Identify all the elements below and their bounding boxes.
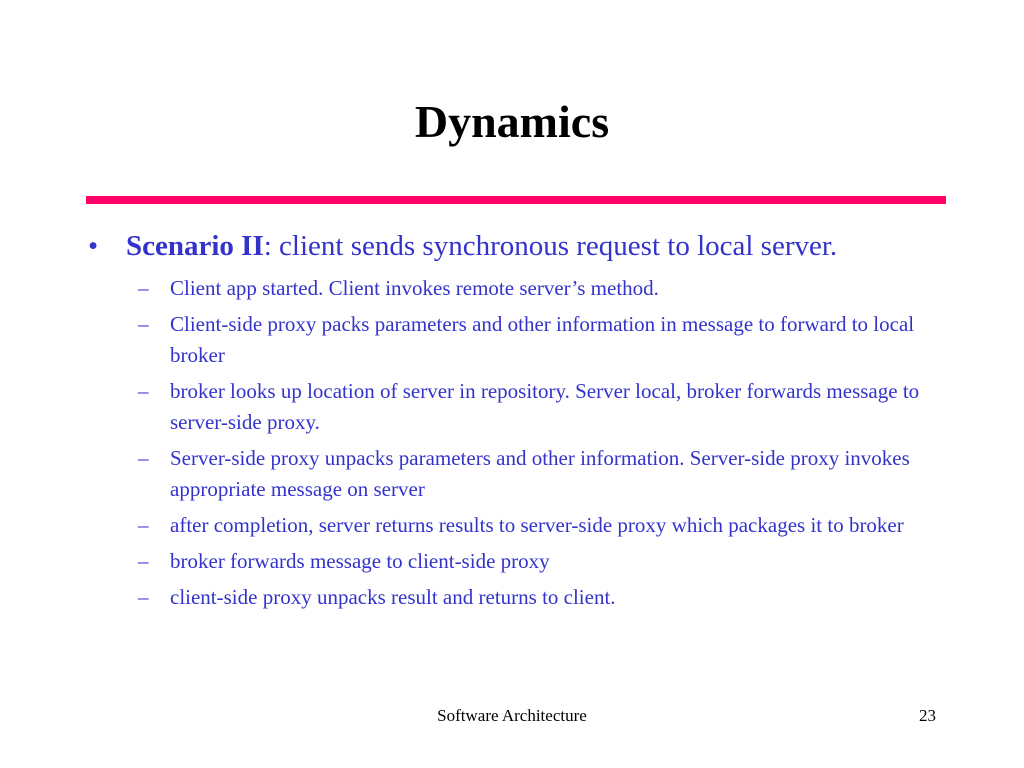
- sub-bullet-text: after completion, server returns results to server-side proxy which packages it to broker: [170, 513, 904, 537]
- sub-bullet-text: Client app started. Client invokes remote server’s method.: [170, 276, 659, 300]
- bullet-text: : client sends synchronous request to local server.: [263, 230, 838, 262]
- dash-icon: –: [138, 379, 149, 403]
- slide-content: [86, 226, 946, 618]
- page-number: 23: [919, 706, 936, 725]
- title-divider: [86, 196, 946, 204]
- sub-bullet-list: [86, 273, 946, 613]
- main-bullet: [86, 226, 946, 267]
- sub-bullet-item: [86, 443, 946, 505]
- sub-bullet-item: [86, 582, 946, 613]
- sub-bullet-text: client-side proxy unpacks result and returns to client.: [170, 585, 616, 609]
- slide-title: Dynamics: [414, 96, 610, 147]
- dash-icon: –: [138, 513, 149, 537]
- dash-icon: –: [138, 276, 149, 300]
- sub-bullet-text: Client-side proxy packs parameters and other information in message to forward to local broker: [170, 312, 915, 367]
- dash-icon: –: [138, 585, 149, 609]
- bullet-icon: •: [88, 230, 99, 262]
- sub-bullet-item: [86, 510, 946, 541]
- sub-bullet-item: [86, 309, 946, 371]
- sub-bullet-text: broker forwards message to client-side proxy: [170, 549, 550, 573]
- dash-icon: –: [138, 549, 149, 573]
- bullet-lead: Scenario II: [126, 230, 264, 262]
- dash-icon: –: [138, 312, 149, 336]
- footer-title: Software Architecture: [437, 706, 587, 725]
- sub-bullet-item: [86, 546, 946, 577]
- sub-bullet-item: [86, 376, 946, 438]
- dash-icon: –: [138, 446, 149, 470]
- sub-bullet-text: broker looks up location of server in repository. Server local, broker forwards message to server-side proxy.: [170, 379, 920, 434]
- sub-bullet-text: Server-side proxy unpacks parameters and other information. Server-side proxy invokes appropriate message on server: [170, 446, 910, 501]
- sub-bullet-item: [86, 273, 946, 304]
